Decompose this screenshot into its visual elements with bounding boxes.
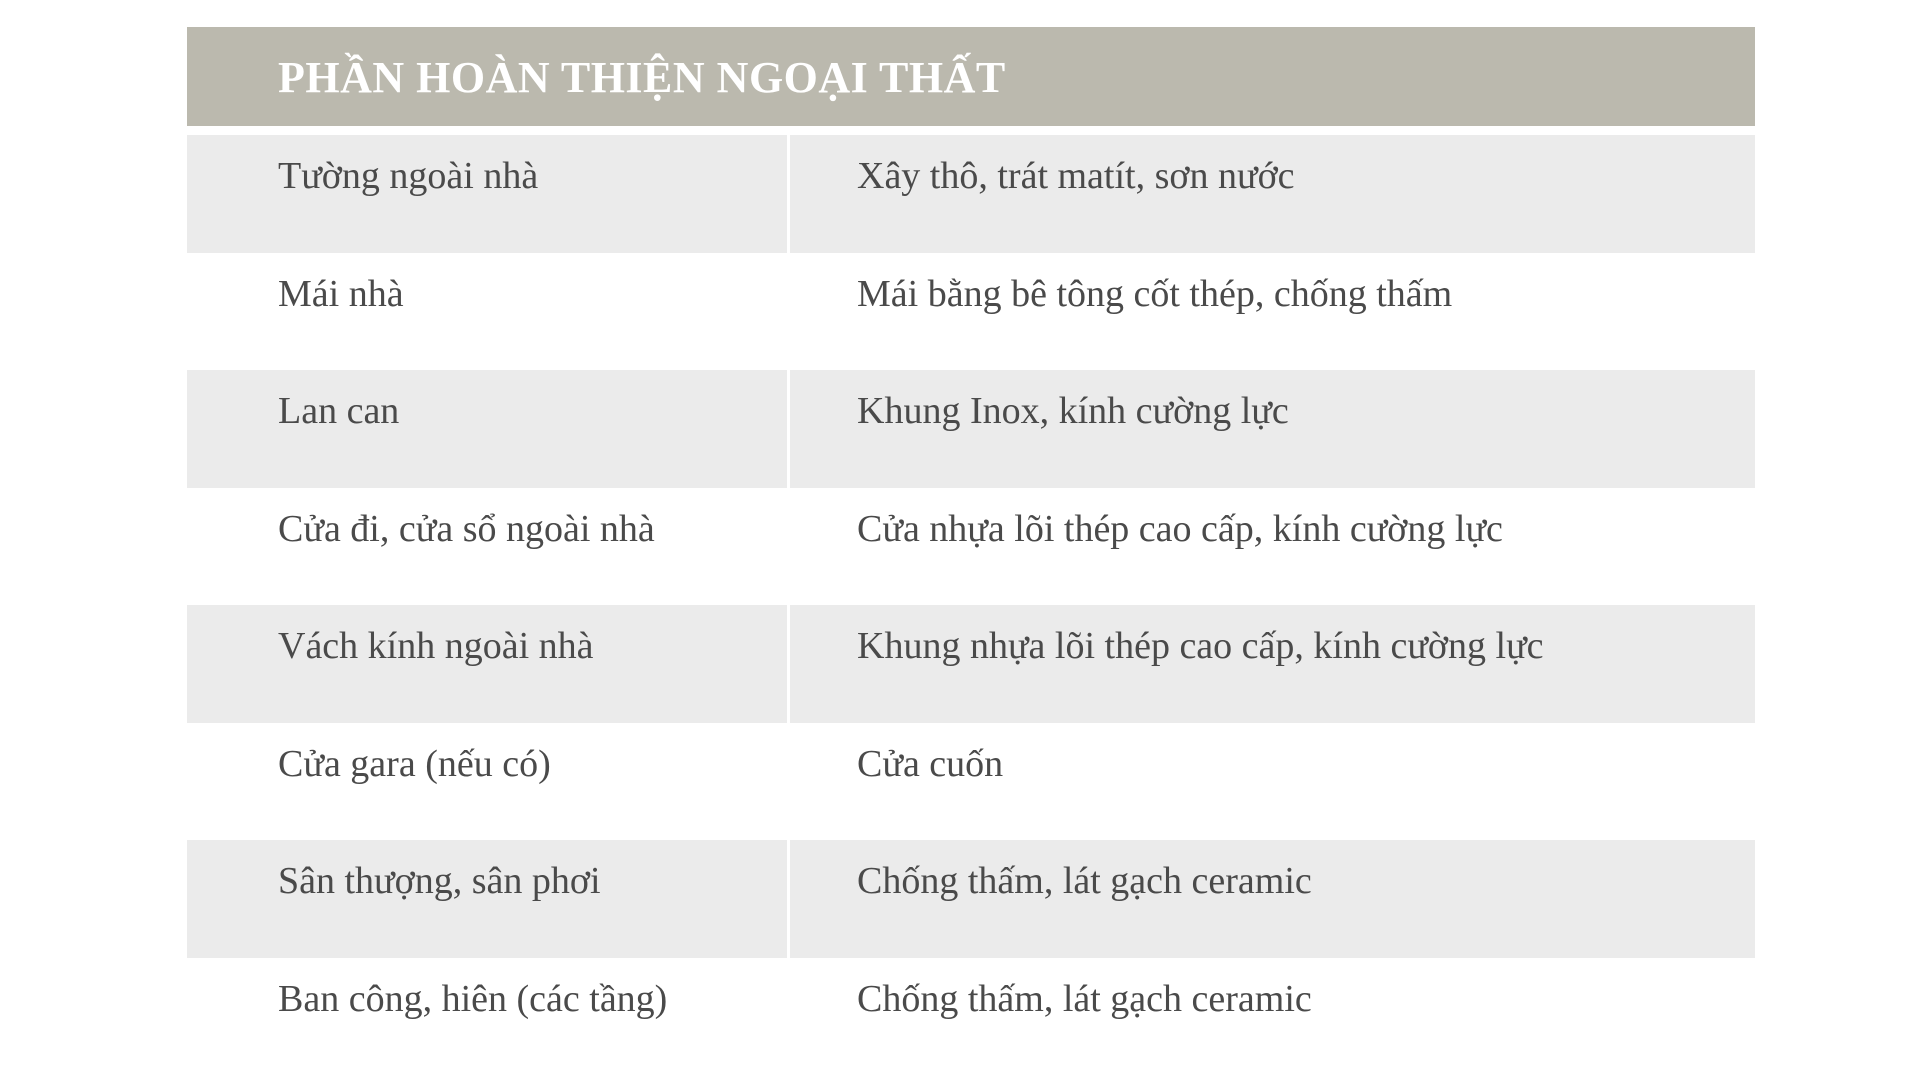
table-body <box>187 135 1755 1075</box>
item-cell: Mái nhà <box>278 272 404 315</box>
spec-cell: Xây thô, trát matít, sơn nước <box>790 135 1755 253</box>
item-cell: Cửa đi, cửa sổ ngoài nhà <box>278 507 655 550</box>
table-row <box>187 253 1755 371</box>
spec-cell: Cửa nhựa lõi thép cao cấp, kính cường lực <box>857 507 1503 550</box>
table-row <box>187 723 1755 841</box>
item-cell: Tường ngoài nhà <box>187 135 790 253</box>
exterior-finishing-table <box>187 27 1755 1075</box>
item-cell: Ban công, hiên (các tầng) <box>278 977 668 1020</box>
spec-cell: Chống thấm, lát gạch ceramic <box>857 977 1312 1020</box>
item-cell: Lan can <box>187 370 790 488</box>
spec-cell: Mái bằng bê tông cốt thép, chống thấm <box>857 272 1453 315</box>
item-cell: Vách kính ngoài nhà <box>187 605 790 723</box>
spec-cell: Khung Inox, kính cường lực <box>790 370 1755 488</box>
table-row <box>187 840 1755 958</box>
spec-cell: Chống thấm, lát gạch ceramic <box>790 840 1755 958</box>
item-cell: Sân thượng, sân phơi <box>187 840 790 958</box>
item-cell: Cửa gara (nếu có) <box>278 742 551 785</box>
spec-cell: Cửa cuốn <box>857 742 1004 785</box>
table-row <box>187 370 1755 488</box>
table-row <box>187 958 1755 1076</box>
spec-cell: Khung nhựa lõi thép cao cấp, kính cường lực <box>790 605 1755 723</box>
table-row <box>187 605 1755 723</box>
table-title: PHẦN HOÀN THIỆN NGOẠI THẤT <box>278 52 1006 102</box>
table-row <box>187 488 1755 606</box>
table-row <box>187 135 1755 253</box>
table-header <box>187 27 1755 126</box>
